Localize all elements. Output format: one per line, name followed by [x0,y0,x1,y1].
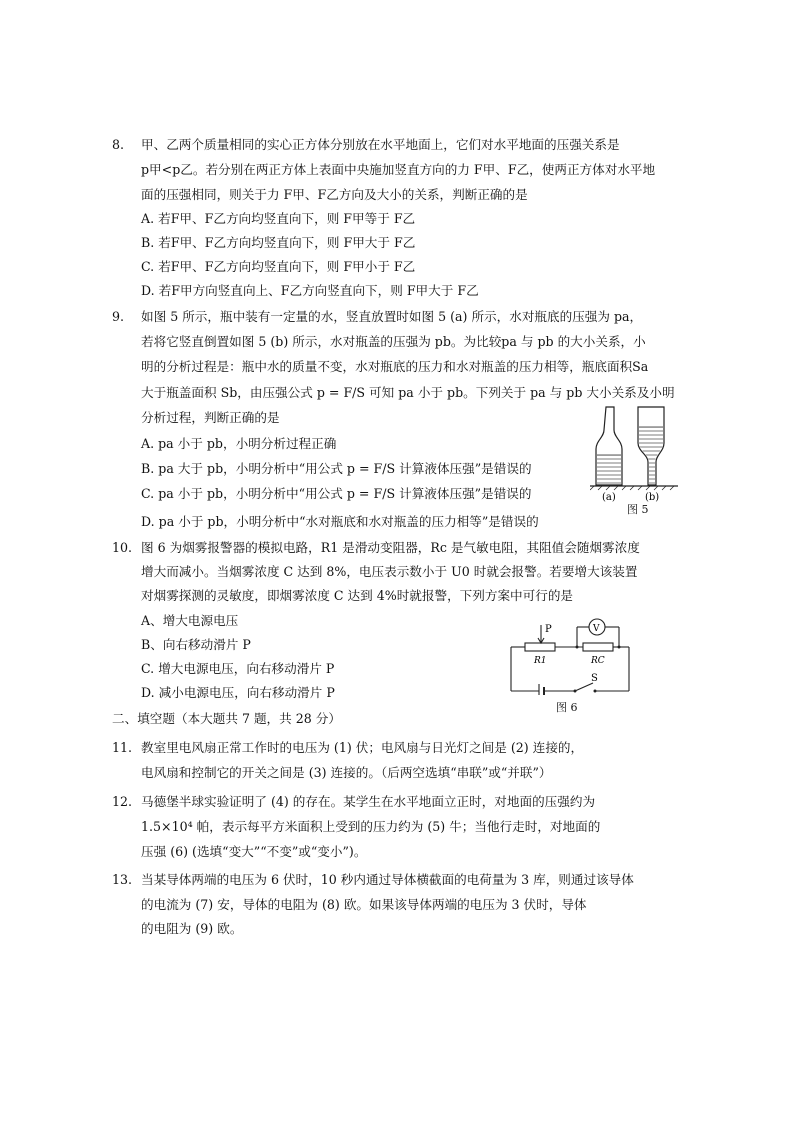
label-s: S [591,673,598,684]
section-2-title: 二、填空题（本大题共 7 题，共 28 分） [112,711,341,726]
q11-number: 11. [112,740,133,755]
label-p: P [545,624,552,635]
q9-line: 如图 5 所示，瓶中装有一定量的水，竖直放置时如图 5 (a) 所示，水对瓶底的压强为 pa， [141,309,643,324]
q8-option-a: A. 若F甲、F乙方向均竖直向下，则 F甲等于 F乙 [141,211,416,226]
switch-s [575,683,593,691]
q11-line: 教室里电风扇正常工作时的电压为 (1) 伏；电风扇与日光灯之间是 (2) 连接的， [141,740,584,755]
q8-number: 8. [112,137,125,152]
label-rc: RC [591,656,605,666]
figure-5-caption: 图 5 [627,503,649,516]
q13-number: 13. [112,872,133,887]
q9-option-d: D. pa 小于 pb，小明分析中“水对瓶底和水对瓶盖的压力相等”是错误的 [141,514,539,529]
q10-option-a: A、增大电源电压 [141,613,239,628]
q8-option-d: D. 若F甲方向竖直向上、F乙方向竖直向下，则 F甲大于 F乙 [141,283,479,298]
q13-line: 当某导体两端的电压为 6 伏时，10 秒内通过导体横截面的电荷量为 3 库，则通过该导体 [141,872,634,887]
q9-option-c: C. pa 小于 pb，小明分析中“用公式 p = F/S 计算液体压强”是错误的 [141,486,532,501]
label-v: V [593,624,600,634]
figure-6-circuit [505,615,635,695]
q10-option-b: B、向右移动滑片 P [141,637,251,652]
q10-option-c: C. 增大电源电压，向右移动滑片 P [141,661,335,676]
water-b [639,443,663,484]
figure-6-caption: 图 6 [556,701,578,714]
q10-line: 对烟雾探测的灵敏度，即烟雾浓度 C 达到 4%时就报警，下列方案中可行的是 [141,588,574,603]
q9-option-b: B. pa 大于 pb，小明分析中“用公式 p = F/S 计算液体压强”是错误的 [141,461,532,476]
q8-option-c: C. 若F甲、F乙方向均竖直向下，则 F甲小于 F乙 [141,259,416,274]
resistor-r1 [525,643,555,651]
q10-number: 10. [112,540,133,555]
q12-line: 1.5×10⁴ 帕，表示每平方米面积上受到的压力约为 (5) 牛；当他行走时，对地面的 [141,819,601,834]
q8-line: p甲<p乙。若分别在两正方体上表面中央施加竖直方向的力 F甲、F乙，使两正方体对水平地 [141,162,656,177]
label-b: (b) [645,492,660,503]
q9-line: 若将它竖直倒置如图 5 (b) 所示，水对瓶盖的压强为 pb。为比较pa 与 pb 的大小关系，小 [141,334,646,349]
q8-line: 甲、乙两个质量相同的实心正方体分别放在水平地面上，它们对水平地面的压强关系是 [141,137,620,152]
q9-option-a: A. pa 小于 pb，小明分析过程正确 [141,436,337,451]
q13-line: 的电阻为 (9) 欧。 [141,921,243,936]
q12-line: 马德堡半球实验证明了 (4) 的存在。某学生在水平地面立正时，对地面的压强约为 [141,794,596,809]
q11-line: 电风扇和控制它的开关之间是 (3) 连接的。（后两空选填“串联”或“并联”） [141,765,552,780]
q8-option-b: B. 若F甲、F乙方向均竖直向下，则 F甲大于 F乙 [141,235,416,250]
q10-line: 增大而减小。当烟雾浓度 C 达到 8%，电压表示数小于 U0 时就会报警。若要增大该装置 [141,564,638,579]
label-r1: R1 [534,656,547,666]
label-a: (a) [602,492,616,503]
q13-line: 的电流为 (7) 安，导体的电阻为 (8) 欧。如果该导体两端的电压为 3 伏时，导体 [141,897,587,912]
q9-line: 分析过程，判断正确的是 [141,410,280,425]
resistor-rc [583,643,613,651]
q10-line: 图 6 为烟雾报警器的模拟电路，R1 是滑动变阻器，Rc 是气敏电阻，其阻值会随烟雾浓度 [141,540,640,555]
q9-line: 大于瓶盖面积 Sb，由压强公式 p = F/S 可知 pa 小于 pb。下列关于 pa 与 pb 大小关系及小明 [141,385,675,400]
water-a [597,455,621,484]
q12-number: 12. [112,794,133,809]
q9-number: 9. [112,309,125,324]
q9-line: 明的分析过程是：瓶中水的质量不变，水对瓶底的压力和水对瓶盖的压力相等，瓶底面积Sa [141,359,649,374]
figure-5-bottles [590,405,680,510]
q8-line: 面的压强相同，则关于力 F甲、F乙方向及大小的关系，判断正确的是 [141,187,528,202]
q12-line: 压强 (6) (选填“变大”“不变”或“变小”)。 [141,844,367,859]
q10-option-d: D. 减小电源电压，向右移动滑片 P [141,685,335,700]
